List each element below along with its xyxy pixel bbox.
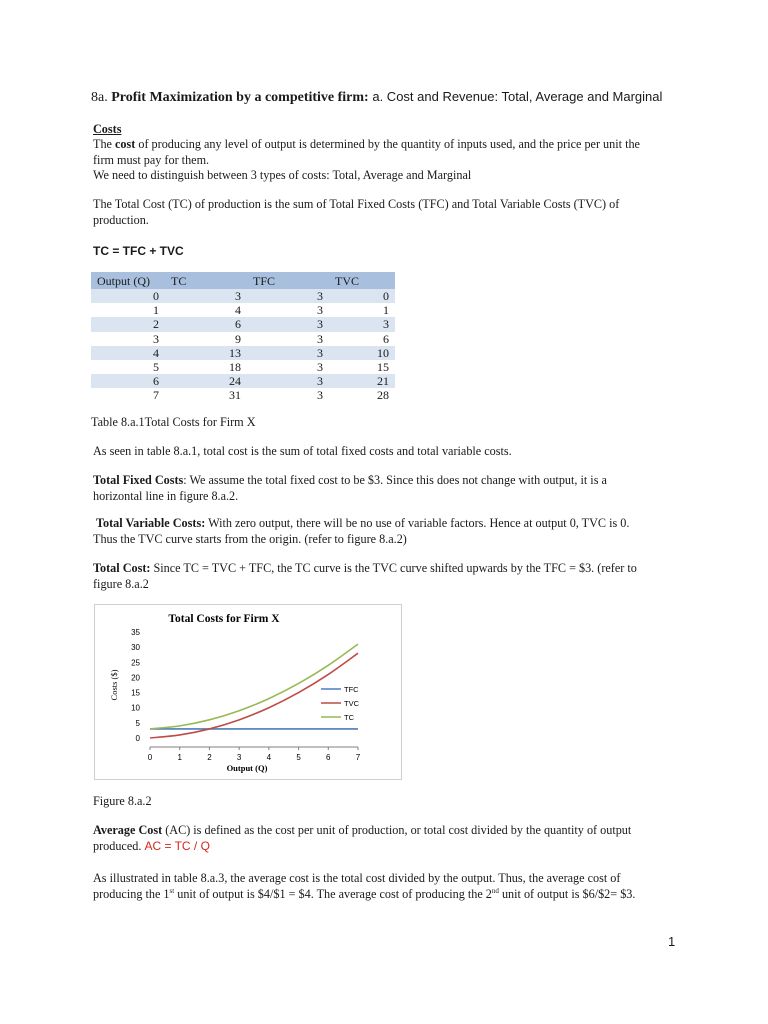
x-tick-label: 5 — [296, 753, 301, 762]
sup-nd: nd — [491, 886, 499, 895]
table-cell: 3 — [247, 289, 329, 303]
paragraph-tc — [93, 561, 637, 592]
p1-line2: firm must pay for them. — [93, 152, 210, 167]
table-cell: 3 — [247, 346, 329, 360]
table-cell: 6 — [91, 374, 165, 388]
x-axis-label: Output (Q) — [226, 763, 268, 773]
table-row — [91, 332, 395, 346]
paragraph-average-cost — [93, 823, 631, 854]
table-cell: 18 — [165, 360, 247, 374]
table-row — [91, 303, 395, 317]
y-tick-label: 30 — [131, 643, 140, 653]
tvc-line1: With zero output, there will be no use of variable factors. Hence at output 0, TVC is 0. — [205, 516, 630, 530]
table-cell: 3 — [247, 360, 329, 374]
last-l2b: unit of output is $4/$1 = $4. The average cost of producing the 2 — [174, 886, 492, 901]
last-line1: As illustrated in table 8.a.3, the average cost is the total cost divided by the output. Thus, the average cost of — [93, 871, 621, 885]
page-heading — [91, 88, 662, 106]
p1-text-a: The — [93, 137, 115, 151]
paragraph-tfc — [93, 473, 607, 504]
table-cell: 3 — [247, 388, 329, 402]
chart-title: Total Costs for Firm X — [168, 613, 280, 625]
table-header-row — [91, 272, 395, 289]
table-row — [91, 360, 395, 374]
y-tick-label: 35 — [131, 628, 140, 637]
table-cell: 3 — [247, 317, 329, 331]
p1-text-c: of producing any level of output is determined by the quantity of inputs used, and the price per unit the — [135, 137, 640, 151]
heading-bold: Profit Maximization by a competitive firm: — [111, 90, 369, 105]
ac-formula: AC = TC / Q — [144, 838, 210, 853]
tc-line2: figure 8.a.2 — [93, 576, 149, 591]
last-l2a: producing the 1 — [93, 886, 170, 901]
legend-label-tfc: TFC — [344, 685, 359, 694]
ac-line2: produced. — [93, 838, 145, 853]
table-header-cell: Output (Q) — [91, 272, 165, 289]
table-cell: 6 — [329, 332, 395, 346]
table-cell: 4 — [165, 303, 247, 317]
table-caption: Table 8.a.1Total Costs for Firm X — [91, 415, 256, 429]
table-cell: 15 — [329, 360, 395, 374]
table-cell: 3 — [329, 317, 395, 331]
table-cell: 0 — [329, 289, 395, 303]
total-costs-table — [91, 272, 395, 403]
x-tick-label: 1 — [177, 753, 182, 762]
y-axis-label: Costs ($) — [109, 669, 119, 701]
paragraph-total-cost — [93, 197, 619, 228]
table-row — [91, 346, 395, 360]
p1-text-bold: cost — [115, 137, 136, 151]
figure-caption: Figure 8.a.2 — [93, 794, 152, 808]
x-tick-label: 2 — [207, 753, 212, 762]
p3-line2: production. — [93, 212, 149, 227]
total-costs-chart — [94, 604, 402, 780]
costs-title: Costs — [93, 122, 122, 136]
table-header-cell: TVC — [329, 272, 395, 289]
y-tick-label: 10 — [131, 703, 140, 713]
table-cell: 1 — [91, 303, 165, 317]
table-row — [91, 374, 395, 388]
table-row — [91, 289, 395, 303]
table-cell: 3 — [91, 332, 165, 346]
x-tick-label: 6 — [326, 753, 331, 762]
paragraph-cost-definition — [93, 137, 640, 184]
y-tick-label: 25 — [131, 658, 140, 668]
tfc-line2: horizontal line in figure 8.a.2. — [93, 488, 239, 503]
page-number: 1 — [668, 934, 676, 949]
table-cell: 2 — [91, 317, 165, 331]
table-cell: 6 — [165, 317, 247, 331]
table-cell: 21 — [329, 374, 395, 388]
x-tick-label: 7 — [355, 753, 361, 762]
table-header-cell: TC — [165, 272, 247, 289]
x-tick-label: 3 — [236, 753, 242, 762]
chart-svg — [95, 605, 401, 779]
x-tick-label: 0 — [147, 753, 153, 762]
y-tick-label: 0 — [135, 734, 140, 743]
tc-label: Total Cost: — [93, 561, 151, 575]
tc-line1: Since TC = TVC + TFC, the TC curve is the TVC curve shifted upwards by the TFC = $3. (refer to — [150, 561, 637, 575]
formula-tc: TC = TFC + TVC — [93, 244, 184, 258]
table-cell: 3 — [247, 303, 329, 317]
heading-rest: a. Cost and Revenue: Total, Average and Marginal — [368, 89, 663, 104]
table-cell: 31 — [165, 388, 247, 402]
paragraph-average-example — [93, 871, 635, 902]
p2-text: We need to distinguish between 3 types of costs: Total, Average and Marginal — [93, 168, 472, 182]
legend-label-tvc: TVC — [344, 699, 359, 708]
series-line-tc — [150, 644, 358, 729]
paragraph-total-sum: As seen in table 8.a.1, total cost is the sum of total fixed costs and total variable costs. — [93, 444, 512, 458]
table-cell: 24 — [165, 374, 247, 388]
table-cell: 28 — [329, 388, 395, 402]
table-cell: 0 — [91, 289, 165, 303]
table-row — [91, 317, 395, 331]
y-tick-label: 20 — [131, 673, 140, 683]
paragraph-tvc — [93, 516, 630, 547]
table-row — [91, 388, 395, 402]
tvc-label: Total Variable Costs: — [96, 516, 206, 530]
heading-prefix: 8a. — [91, 90, 112, 105]
table-cell: 1 — [329, 303, 395, 317]
table-cell: 13 — [165, 346, 247, 360]
legend-label-tc: TC — [344, 713, 354, 722]
table-cell: 10 — [329, 346, 395, 360]
table-cell: 9 — [165, 332, 247, 346]
table-cell: 3 — [165, 289, 247, 303]
table-cell: 5 — [91, 360, 165, 374]
tfc-line1: : We assume the total fixed cost to be $3. Since this does not change with output, it is a — [183, 473, 607, 487]
table-header-cell: TFC — [247, 272, 329, 289]
x-tick-label: 4 — [266, 753, 272, 762]
sup-st: st — [169, 886, 175, 895]
table-cell: 3 — [247, 374, 329, 388]
p3-line1: The Total Cost (TC) of production is the sum of Total Fixed Costs (TFC) and Total Variable Costs (TVC) of — [93, 197, 620, 211]
table-cell: 3 — [247, 332, 329, 346]
ac-line1: (AC) is defined as the cost per unit of production, or total cost divided by the quantity of output — [162, 823, 632, 837]
y-tick-label: 5 — [135, 718, 140, 728]
ac-label: Average Cost — [93, 823, 163, 837]
tfc-label: Total Fixed Costs — [93, 473, 184, 487]
y-tick-label: 15 — [131, 688, 140, 698]
tvc-line2: Thus the TVC curve starts from the origin. (refer to figure 8.a.2) — [93, 531, 407, 546]
last-l2c: unit of output is $6/$2= $3. — [498, 886, 636, 901]
table-cell: 7 — [91, 388, 165, 402]
table-cell: 4 — [91, 346, 165, 360]
